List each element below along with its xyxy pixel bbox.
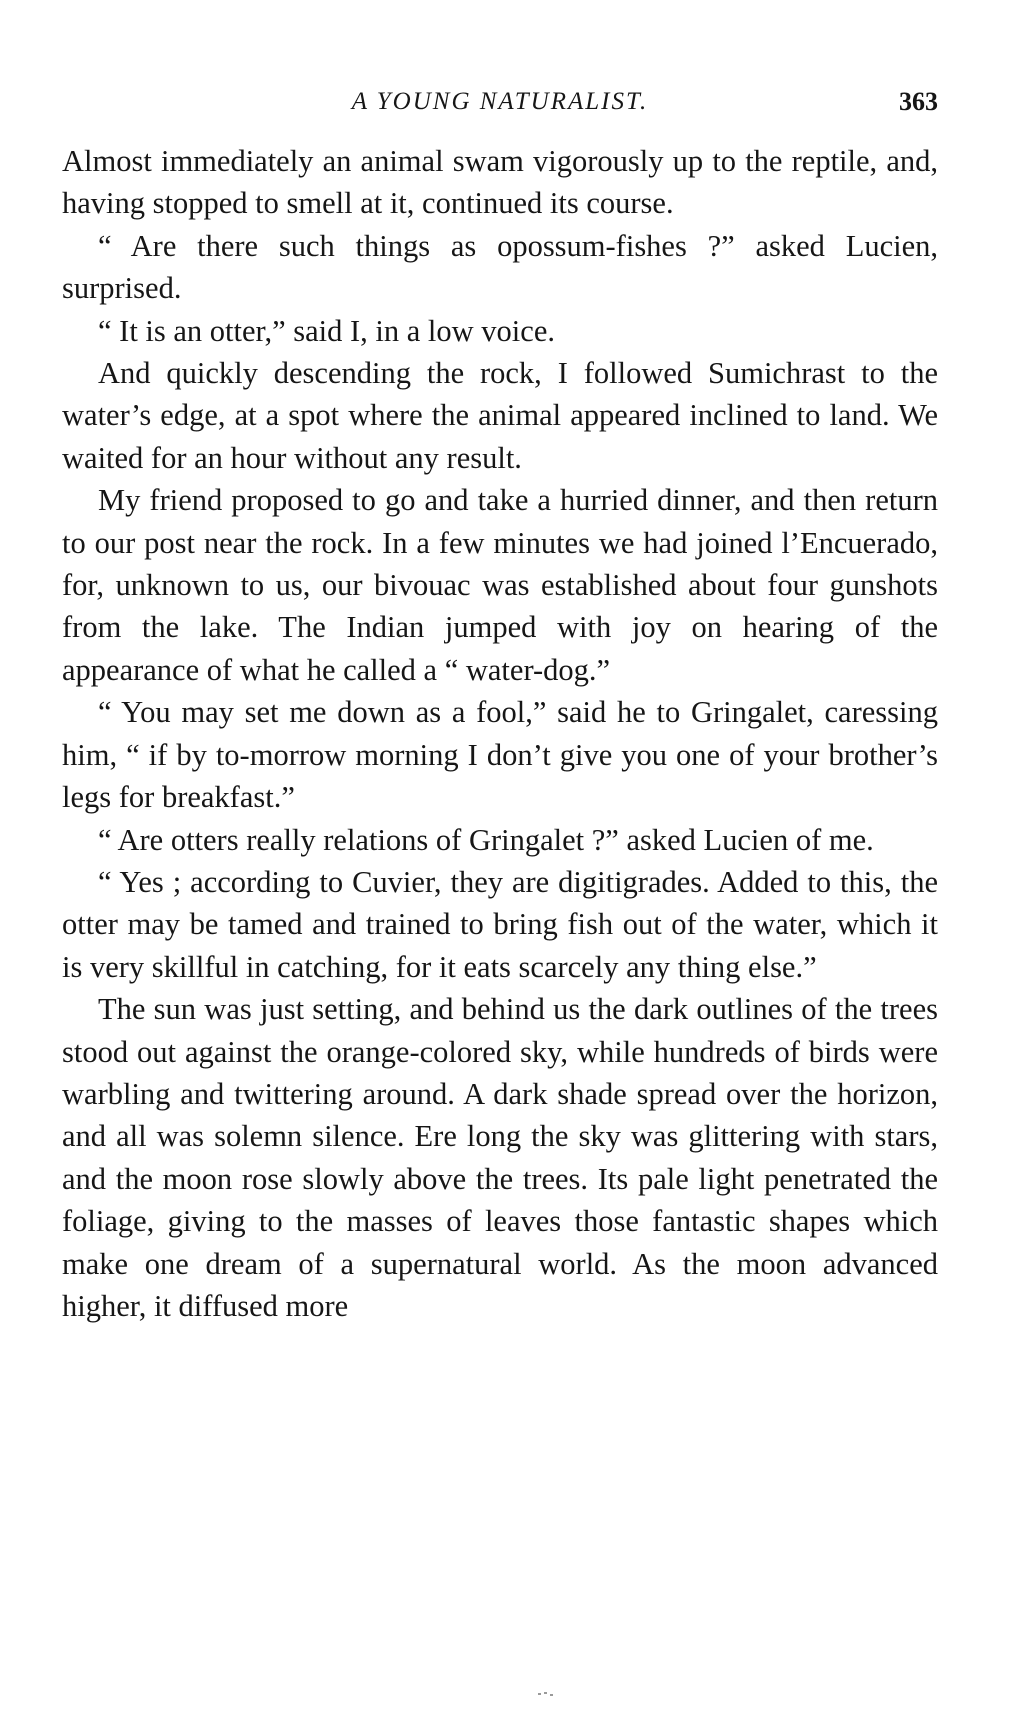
page-number: 363: [899, 87, 938, 116]
running-title: A YOUNG NATURALIST.: [351, 88, 649, 115]
paragraph-5: My friend proposed to go and take a hurried dinner, and then return to our post near the rock. In a few minutes we had joined l’Encuerado, for, unknown to us, our bivouac was established about four gunshots from the lake. The Indian jumped with joy on hearing of the appearance of what he called a “ water-dog.”: [62, 483, 938, 687]
paragraph-3: “ It is an otter,” said I, in a low voice.: [98, 313, 555, 348]
printer-mark: [538, 1692, 558, 1696]
paragraph-2: “ Are there such things as opossum-fishes ?” asked Lucien, surprised.: [62, 228, 938, 306]
paragraph-1: Almost immediately an animal swam vigorously up to the reptile, and, having stopped to smell at it, continued its course.: [62, 144, 938, 221]
running-head: [62, 82, 938, 122]
paragraph-6: “ You may set me down as a fool,” said he to Gringalet, caressing him, “ if by to-morrow morning I don’t give you one of your brother’s legs for breakfast.”: [62, 695, 938, 815]
paragraph-8: “ Yes ; according to Cuvier, they are digitigrades. Added to this, the otter may be tamed and trained to bring fish out of the water, which it is very skillful in catching, for it eats scarcely any thing else.”: [62, 864, 938, 984]
paragraph-7: “ Are otters really relations of Gringalet ?” asked Lucien of me.: [98, 822, 874, 857]
body-text: [62, 140, 938, 1327]
paragraph-4: And quickly descending the rock, I followed Sumichrast to the water’s edge, at a spot where the animal appeared inclined to land. We waited for an hour without any result.: [62, 356, 938, 475]
paragraph-9: The sun was just setting, and behind us the dark outlines of the trees stood out against the orange-colored sky, while hundreds of birds were warbling and twittering around. A dark shade spread over the horizon, and all was solemn silence. Ere long the sky was glittering with stars, and the moon rose slowly above the trees. Its pale light penetrated the foliage, giving to the masses of leaves those fantastic shapes which make one dream of a supernatural world. As the moon advanced higher, it diffused more: [62, 992, 938, 1323]
